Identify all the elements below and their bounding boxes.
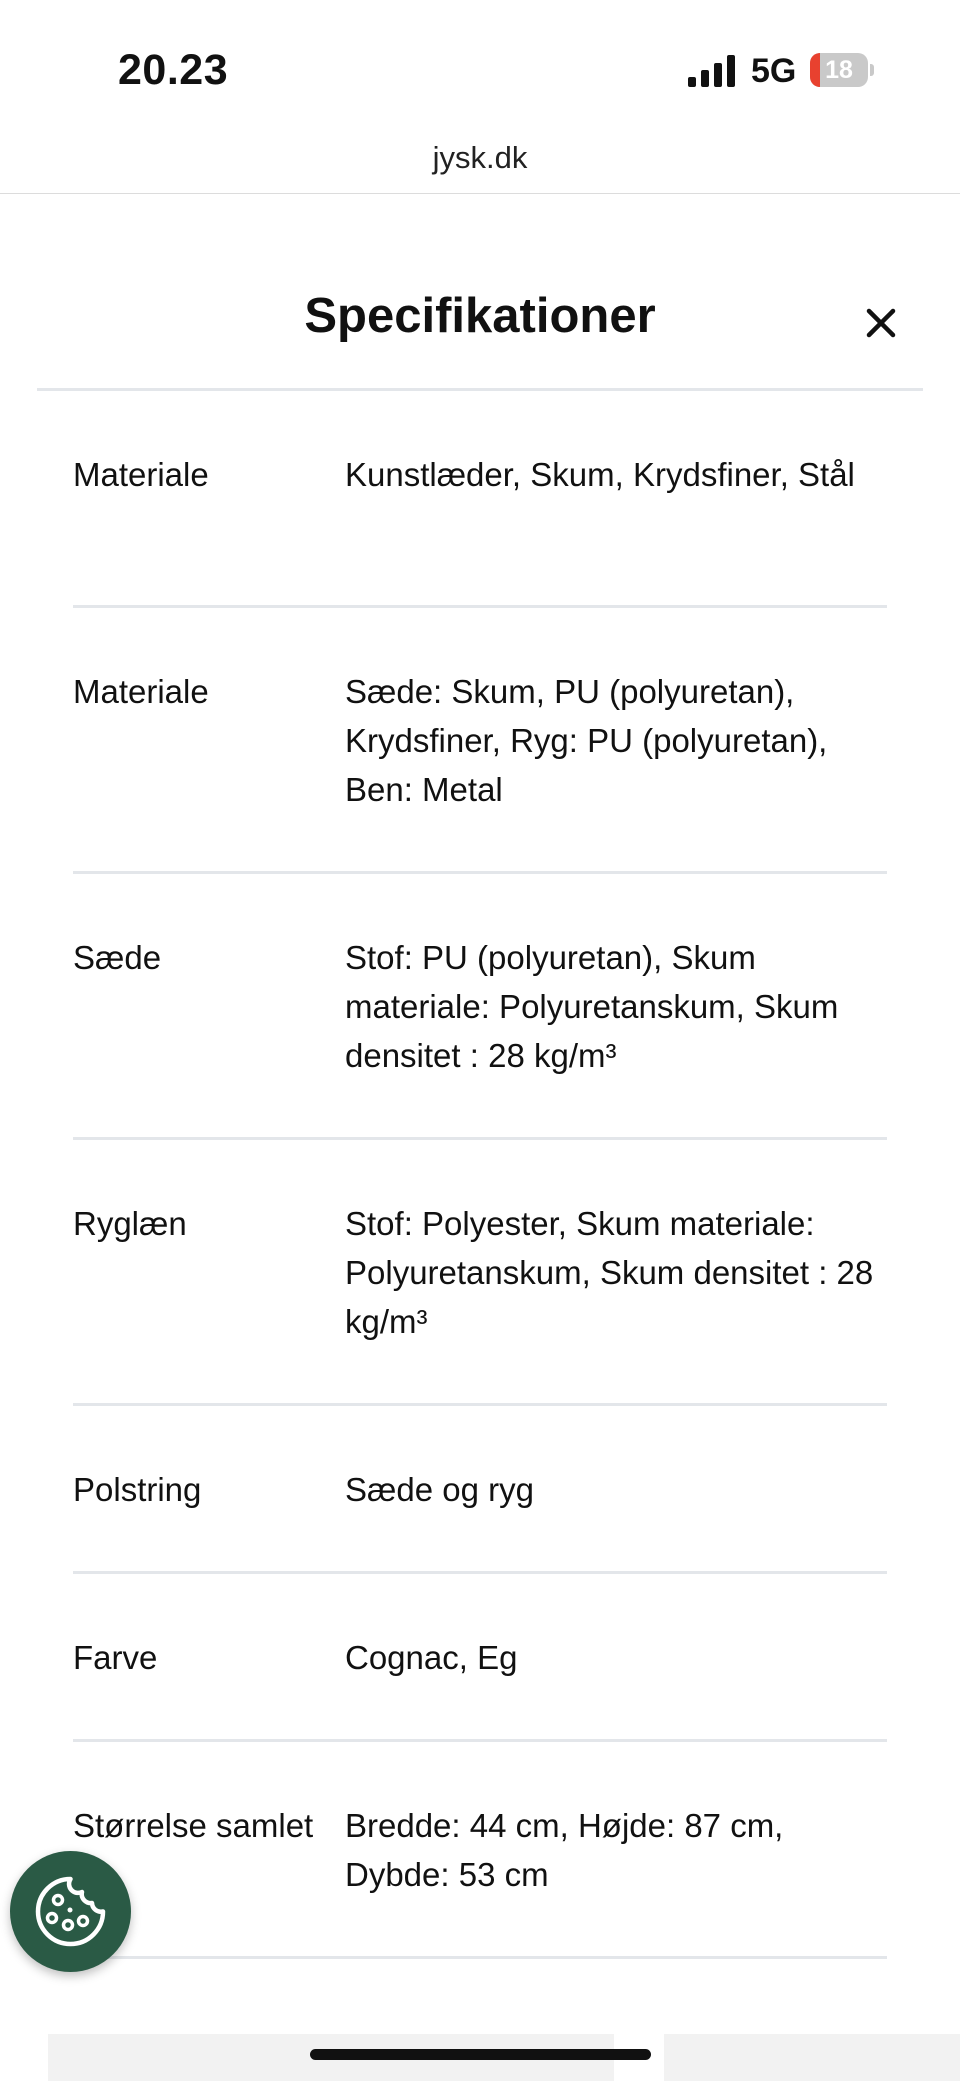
spec-label: Materiale bbox=[73, 456, 209, 493]
spec-row bbox=[73, 1742, 887, 1959]
network-type: 5G bbox=[751, 52, 797, 90]
panel-title: Specifikationer bbox=[304, 289, 656, 343]
spec-row bbox=[73, 391, 887, 608]
spec-label: Ryglæn bbox=[73, 1205, 187, 1242]
cookie-icon bbox=[32, 1873, 109, 1950]
spec-label: Sæde bbox=[73, 939, 162, 976]
status-bar bbox=[0, 0, 960, 140]
spec-value: Kunstlæder, Skum, Krydsfiner, Stål bbox=[345, 456, 855, 493]
spec-row bbox=[73, 1140, 887, 1406]
home-indicator[interactable] bbox=[310, 2049, 651, 2060]
spec-value: Stof: PU (polyuretan), Skum materiale: Polyuretanskum, Skum densitet : 28 kg/m³ bbox=[345, 939, 839, 1074]
cellular-signal-icon bbox=[688, 55, 738, 87]
cookie-settings-button[interactable] bbox=[10, 1851, 131, 1972]
spec-value: Bredde: 44 cm, Højde: 87 cm, Dybde: 53 cm bbox=[345, 1807, 784, 1893]
spec-row bbox=[73, 874, 887, 1140]
battery-tip bbox=[870, 64, 874, 76]
spec-value: Stof: Polyester, Skum materiale: Polyuretanskum, Skum densitet : 28 kg/m³ bbox=[345, 1205, 874, 1340]
close-button[interactable] bbox=[861, 303, 901, 343]
battery-level: 18 bbox=[825, 56, 853, 84]
status-time: 20.23 bbox=[118, 46, 229, 94]
spec-row bbox=[73, 608, 887, 874]
spec-list bbox=[73, 391, 887, 1959]
spec-value: Sæde: Skum, PU (polyuretan), Krydsfiner, Ryg: PU (polyuretan), Ben: Metal bbox=[345, 673, 828, 808]
address-bar-url[interactable]: jysk.dk bbox=[432, 140, 528, 175]
spec-row bbox=[73, 1574, 887, 1742]
spec-label: Polstring bbox=[73, 1471, 202, 1508]
battery-icon bbox=[810, 53, 874, 87]
address-bar-divider bbox=[0, 193, 960, 194]
spec-label: Farve bbox=[73, 1639, 158, 1676]
spec-value: Cognac, Eg bbox=[345, 1639, 518, 1676]
spec-label: Materiale bbox=[73, 673, 209, 710]
bottom-toolbar-right bbox=[664, 2034, 960, 2081]
spec-label: Størrelse samlet bbox=[73, 1807, 314, 1844]
spec-value: Sæde og ryg bbox=[345, 1471, 534, 1508]
spec-row bbox=[73, 1406, 887, 1574]
close-icon bbox=[861, 303, 901, 343]
